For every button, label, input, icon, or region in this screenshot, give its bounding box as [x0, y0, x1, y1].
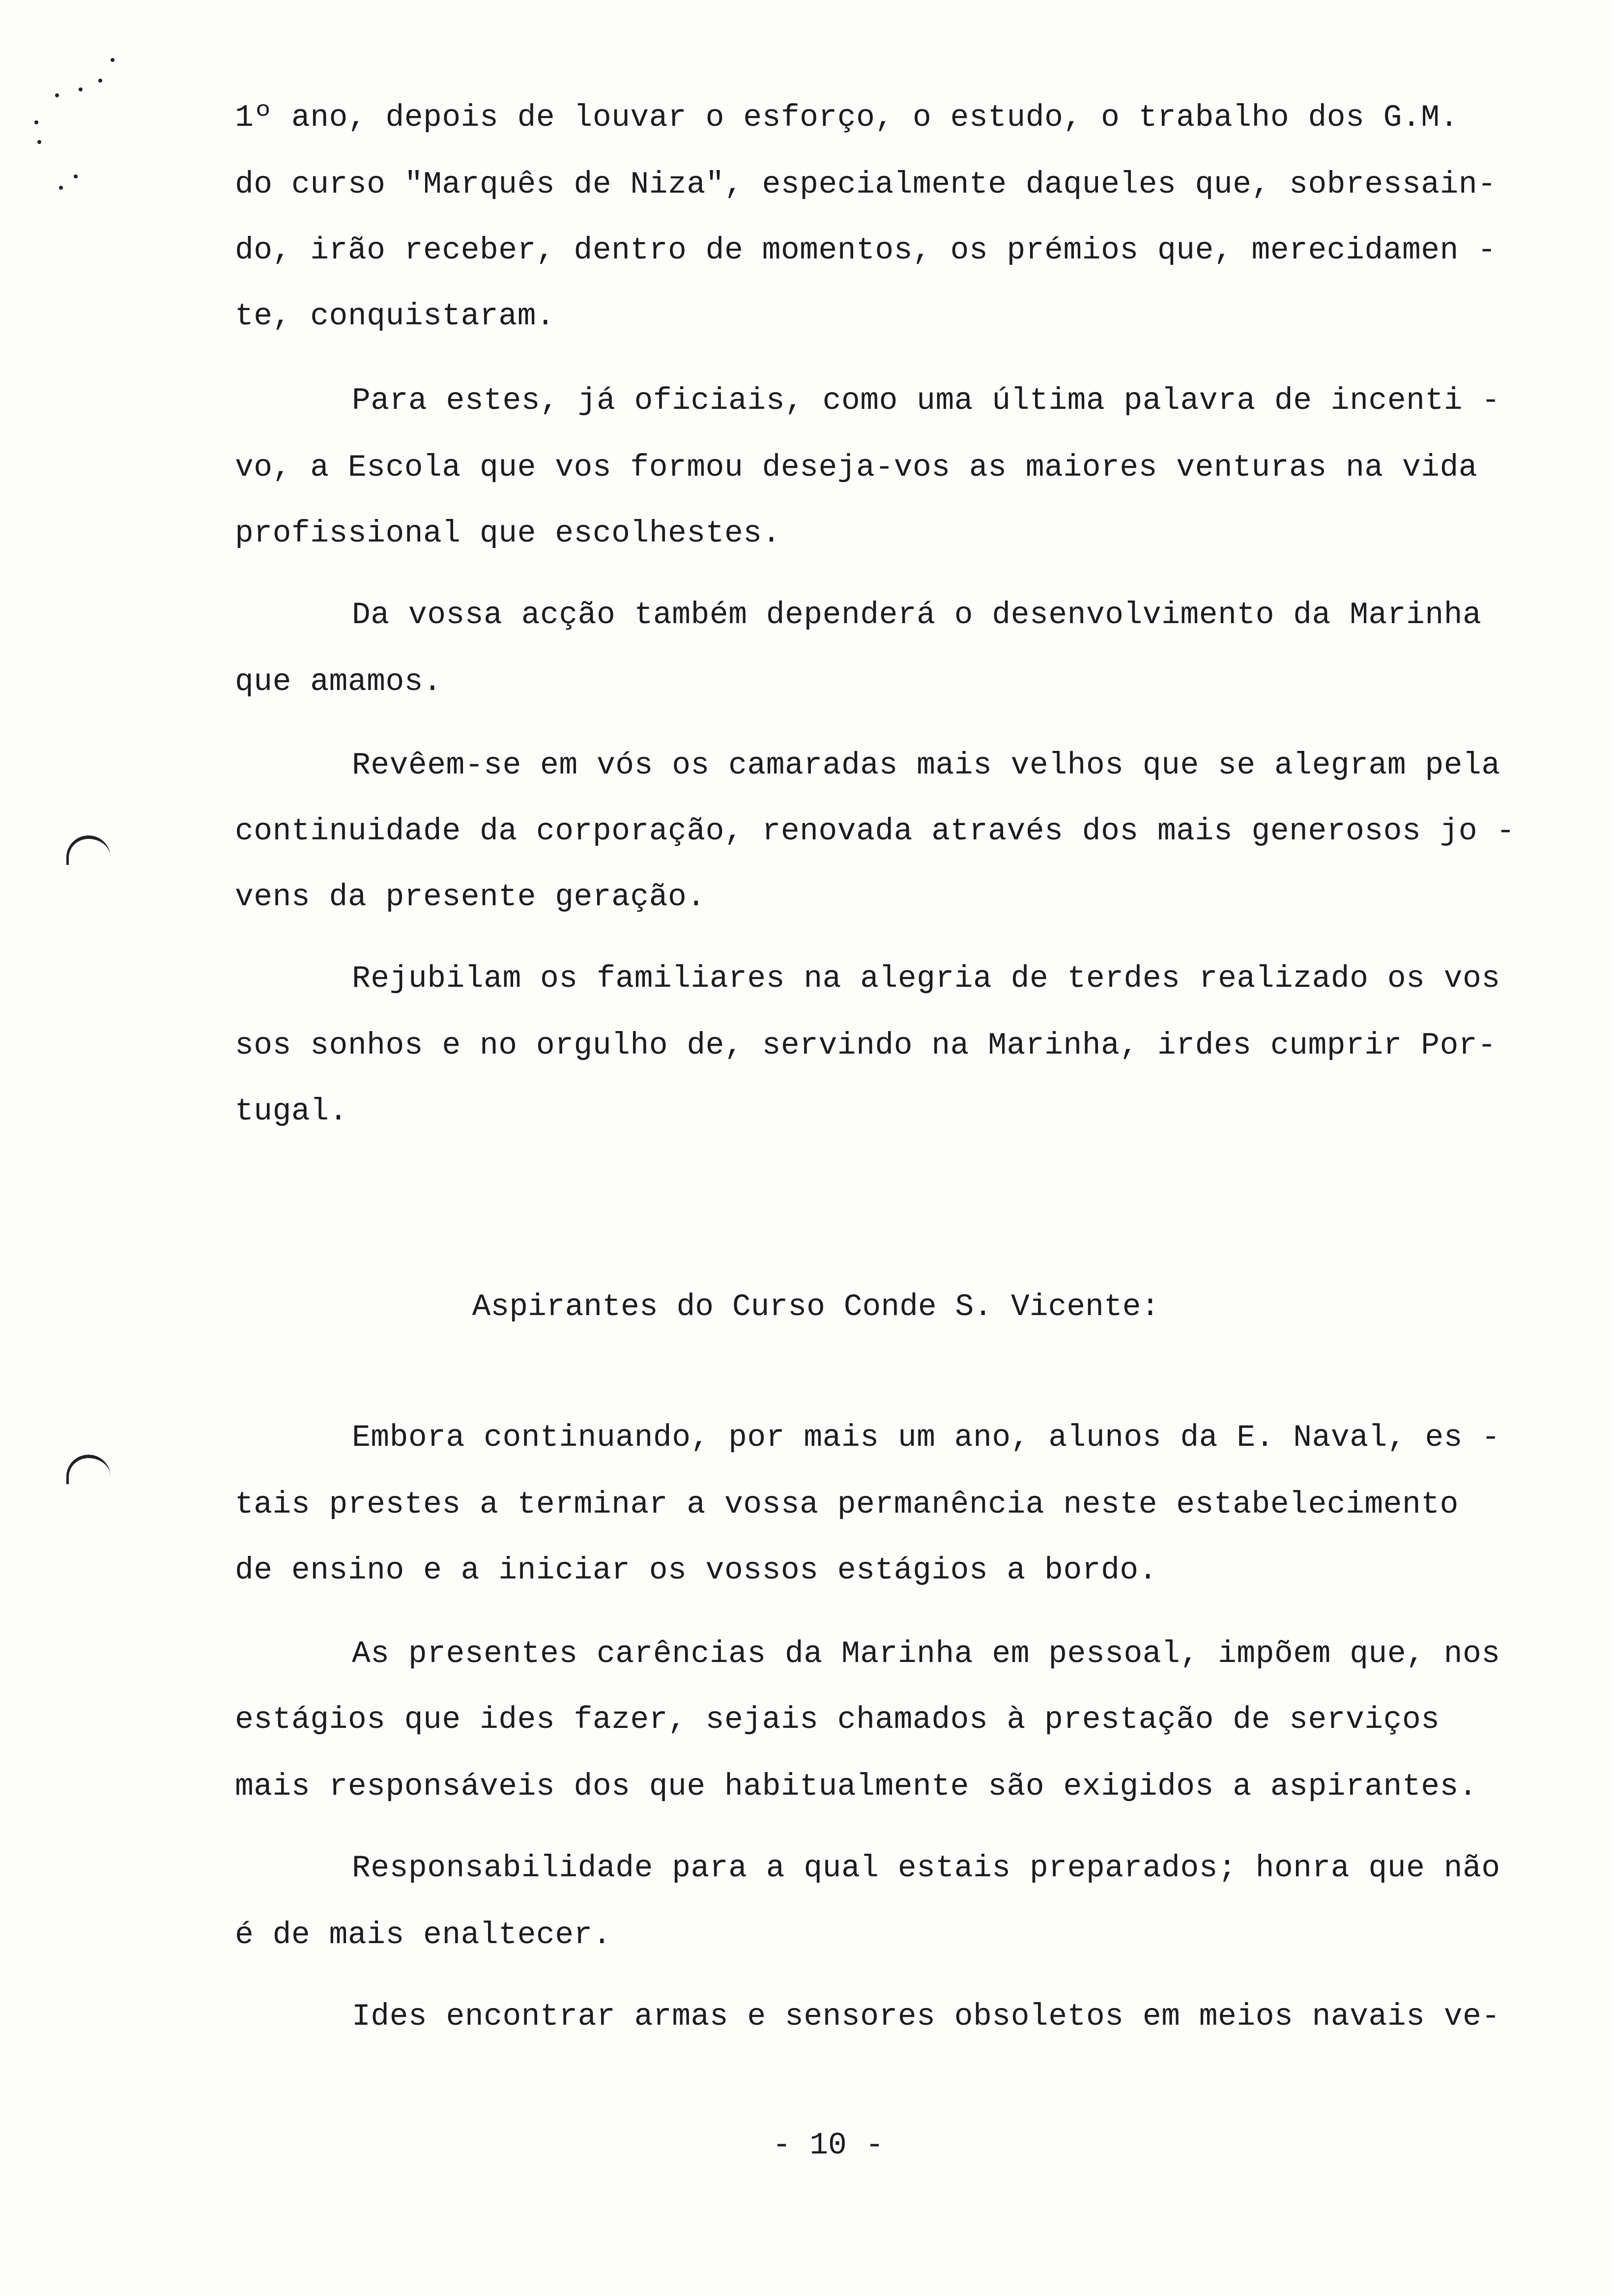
text-line: Embora continuando, por mais um ano, alunos da E. Naval, es -	[352, 1420, 1500, 1455]
text-line: vo, a Escola que vos formou deseja-vos as maiores venturas na vida	[235, 450, 1478, 485]
text-line: que amamos.	[235, 664, 442, 699]
section-heading: Aspirantes do Curso Conde S. Vicente:	[472, 1290, 1160, 1324]
text-line: Rejubilam os familiares na alegria de terdes realizado os vos	[352, 961, 1500, 996]
text-line: Ides encontrar armas e sensores obsoletos em meios navais ve-	[352, 1999, 1500, 2034]
text-line: continuidade da corporação, renovada através dos mais generosos jo -	[235, 814, 1515, 849]
text-line: estágios que ides fazer, sejais chamados à prestação de serviços	[235, 1702, 1440, 1737]
text-line: do curso "Marquês de Niza", especialmente daqueles que, sobressain-	[235, 167, 1497, 202]
text-line: mais responsáveis dos que habitualmente são exigidos a aspirantes.	[235, 1769, 1478, 1804]
text-line: 1º ano, depois de louvar o esforço, o estudo, o trabalho dos G.M.	[235, 100, 1459, 135]
text-line: Revêem-se em vós os camaradas mais velhos que se alegram pela	[352, 748, 1500, 783]
text-line: tais prestes a terminar a vossa permanência neste estabelecimento	[235, 1487, 1459, 1522]
text-line: Responsabilidade para a qual estais preparados; honra que não	[352, 1851, 1500, 1886]
text-line: de ensino e a iniciar os vossos estágios a bordo.	[235, 1553, 1158, 1588]
punch-hole-top	[66, 835, 111, 865]
text-line: vens da presente geração.	[235, 880, 706, 915]
page-number: - 10 -	[772, 2128, 884, 2163]
text-line: As presentes carências da Marinha em pessoal, impõem que, nos	[352, 1636, 1500, 1671]
text-line: do, irão receber, dentro de momentos, os prémios que, merecidamen -	[235, 233, 1497, 268]
text-line: Para estes, já oficiais, como uma última palavra de incenti -	[352, 383, 1500, 418]
punch-hole-bottom	[66, 1455, 111, 1484]
text-line: Da vossa acção também dependerá o desenvolvimento da Marinha	[352, 598, 1482, 632]
text-line: é de mais enaltecer.	[235, 1918, 612, 1952]
text-line: te, conquistaram.	[235, 299, 555, 334]
text-line: profissional que escolhestes.	[235, 516, 781, 551]
text-line: tugal.	[235, 1094, 348, 1129]
text-line: sos sonhos e no orgulho de, servindo na Marinha, irdes cumprir Por-	[235, 1028, 1497, 1063]
